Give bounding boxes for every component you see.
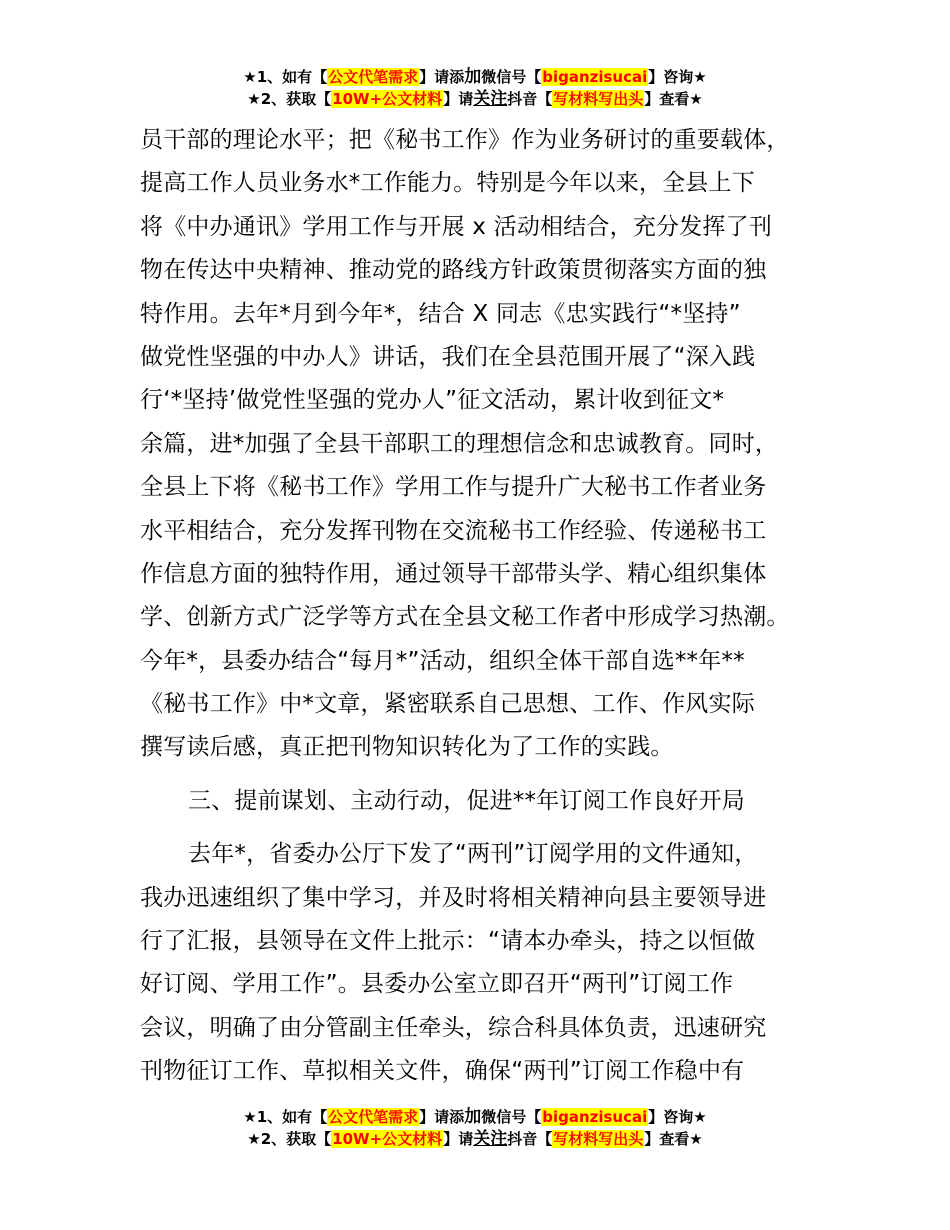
paragraph-line: 行了汇报，县领导在文件上批示：“请本办牵头，持之以恒做 xyxy=(140,928,756,955)
paragraph-line: 行‘*坚持’做党性坚强的党办人”征文活动，累计收到征文* xyxy=(140,387,725,414)
paragraph-line: 全县上下将《秘书工作》学用工作与提升广大秘书工作者业务 xyxy=(140,474,767,501)
highlight-wechat-id: biganzisucai xyxy=(542,1108,648,1126)
highlight-douyin: 写材料写出头 xyxy=(553,1130,644,1148)
paragraph-line: 刊物征订工作、草拟相关文件，确保“两刊”订阅工作稳中有 xyxy=(140,1058,745,1085)
highlight-ghostwriting: 公文代笔需求 xyxy=(328,1108,419,1126)
banner-text: 】咨询★ xyxy=(648,68,707,86)
section-heading: 三、提前谋划、主动行动，促进**年订阅工作良好开局 xyxy=(188,787,745,814)
paragraph-line: 特作用。去年*月到今年*，结合 X 同志《忠实践行“*坚持” xyxy=(140,300,741,327)
banner-text: ★1、如有【 xyxy=(243,68,328,86)
banner-text: 】查看★ xyxy=(644,1130,703,1148)
paragraph-line: 员干部的理论水平；把《秘书工作》作为业务研讨的重要载体， xyxy=(140,127,790,153)
highlight-wechat-id: biganzisucai xyxy=(542,68,648,86)
banner-text: 】咨询★ xyxy=(648,1108,707,1126)
banner-text: ★2、获取【 xyxy=(247,90,332,108)
banner-line-1 xyxy=(0,66,950,88)
paragraph-line: 《秘书工作》中*文章，紧密联系自己思想、工作、作风实际 xyxy=(140,691,755,718)
footer-banner xyxy=(0,1106,950,1150)
banner-text: ★1、如有【 xyxy=(243,1108,328,1126)
paragraph-line: 水平相结合，充分发挥刊物在交流秘书工作经验、传递秘书工 xyxy=(140,517,767,544)
paragraph-line: 学、创新方式广泛学等方式在全县文秘工作者中形成学习热潮。 xyxy=(140,604,790,631)
paragraph-line: 余篇，进*加强了全县干部职工的理想信念和忠诚教育。同时， xyxy=(140,430,779,457)
banner-text: 】请 xyxy=(443,1130,474,1148)
banner-text: 微信号【 xyxy=(481,68,542,86)
document-body xyxy=(140,119,840,1094)
highlight-ghostwriting: 公文代笔需求 xyxy=(328,68,419,86)
paragraph-line: 会议，明确了由分管副主任牵头，综合科具体负责，迅速研究 xyxy=(140,1014,767,1041)
banner-text: 】请 xyxy=(443,90,474,108)
banner-text: 微信号【 xyxy=(481,1108,542,1126)
banner-line-2 xyxy=(0,1128,950,1150)
banner-text: ★2、获取【 xyxy=(247,1130,332,1148)
header-banner xyxy=(0,66,950,110)
paragraph-line: 提高工作人员业务水*工作能力。特别是今年以来，全县上下 xyxy=(140,170,755,197)
banner-text: 加 xyxy=(464,1107,482,1127)
banner-text: 抖音【 xyxy=(507,90,553,108)
paragraph-line: 撰写读后感，真正把刊物知识转化为了工作的实践。 xyxy=(140,734,674,761)
paragraph-line: 做党性坚强的中办人》讲话，我们在全县范围开展了“深入践 xyxy=(140,343,756,370)
paragraph-line: 好订阅、学用工作”。县委办公室立即召开“两刊”订阅工作 xyxy=(140,971,734,998)
banner-text: 关注 xyxy=(473,1129,508,1149)
highlight-materials: 10W+公文材料 xyxy=(332,90,443,108)
paragraph-line: 去年*，省委办公厅下发了“两刊”订阅学用的文件通知， xyxy=(188,841,758,868)
banner-line-1 xyxy=(0,1106,950,1128)
paragraph-line: 将《中办通讯》学用工作与开展 x 活动相结合，充分发挥了刊 xyxy=(140,213,773,240)
paragraph-line: 物在传达中央精神、推动党的路线方针政策贯彻落实方面的独 xyxy=(140,257,767,284)
highlight-materials: 10W+公文材料 xyxy=(332,1130,443,1148)
banner-text: 】查看★ xyxy=(644,90,703,108)
banner-line-2 xyxy=(0,88,950,110)
highlight-douyin: 写材料写出头 xyxy=(553,90,644,108)
banner-text: 关注 xyxy=(473,89,508,109)
banner-text: 抖音【 xyxy=(507,1130,553,1148)
paragraph-line: 作信息方面的独特作用，通过领导干部带头学、精心组织集体 xyxy=(140,560,767,587)
banner-text: 】请添 xyxy=(419,68,465,86)
banner-text: 】请添 xyxy=(419,1108,465,1126)
paragraph-line: 我办迅速组织了集中学习，并及时将相关精神向县主要领导进 xyxy=(140,884,767,911)
paragraph-line: 今年*，县委办结合“每月*”活动，组织全体干部自选**年** xyxy=(140,647,745,674)
banner-text: 加 xyxy=(464,67,482,87)
